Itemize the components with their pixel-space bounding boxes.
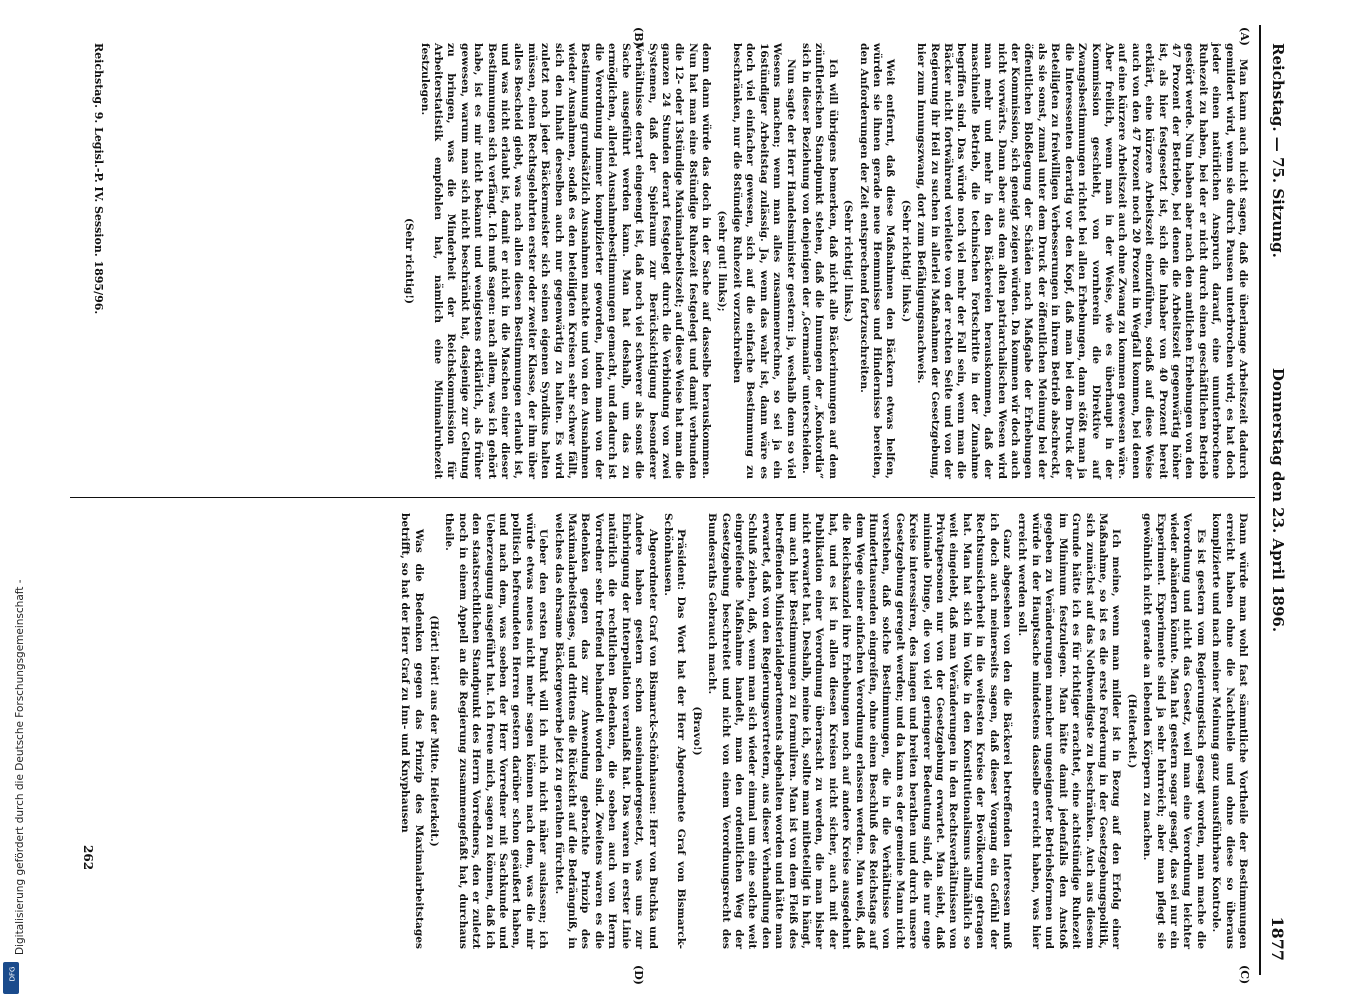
reaction: (Bravo!) — [690, 706, 703, 756]
attribution-strip — [0, 0, 24, 1000]
reaction: (sehr gut! links); — [715, 210, 728, 312]
paragraph: Ich meine, wenn man milder ist in Bezug auf den Erfolg einer Maßnahme, so ist es die erste Forderung in der Gesetzgebungspolitik, sich zunächst auf das Nothwendigste zu beschränken. Auch aus diesem Grunde hätte ich es für richtiger erachtet, eine achtstündige Ruhezeit im Minimum festzulegen. Man hätte damit jedenfalls den Anstoß gegeben zu Veränderungen mancher ungeeigneter Betriebsformen und würde in der Hauptsache mindestens dasselbe erreicht haben, was hier erreicht werden soll. — [1016, 513, 1123, 949]
header-session: Reichstag. — 75. Sitzung. — [1269, 43, 1287, 258]
page-header — [1259, 25, 1295, 975]
left-column — [400, 43, 1249, 479]
margin-letter-b: (B) — [632, 27, 645, 47]
paragraph: Nun sagte der Herr Handelsminister gestern: ja, weshalb denn so viel Wesens machen; wenn man alles zusammenrechne, so sei ja ein 16stündiger Arbeitstag zulässig. Ja, wenn das wahr ist, dann wäre es doch viel einfacher gewesen, sich auf die einfache Bestimmung zu beschränken, nur die 8stündige Ruhezeit vorzuschreiben — [730, 43, 797, 479]
paragraph: denn dann würde das doch in der Sache auf dasselbe herauskommen. Nun hat man eine 8stündige Ruhezeit festgelegt und damit verbunden die 12- oder 13stündige Maximalarbeitszeit; auf diese Weise hat man die ganzen 24 Stunden derart festgelegt durch die Verbindung von zwei Systemen, daß der Spielraum zur Berücksichtigung besonderer Verhältnisse derart eingeengt ist, daß noch viel schwerer als sonst die Sache ausgeführt werden kann. Man hat deshalb, um das zu ermöglichen, allerlei Ausnahmebestimmungen gemacht, und dadurch ist die Verordnung immer komplizierter geworden, indem man von der Bestimmung grundsätzlich Ausnahmen machte und von den Ausnahmen wieder Ausnahmen, sodaß es den beteiligten Kreisen sehr schwer fällt, sich den Inhalt derselben auch nur gegenwärtig zu halten. Es wird zuletzt noch jeder Bäckermeister sich seinen eigenen Syndikus halten müssen, einen Rechtsgelehrten erster oder zweiter Klasse, der ihm über alles Bescheid giebt, was nach allen diesen Bestimmungen erlaubt ist, und was nicht erlaubt ist, damit er nicht in die Maschen einer dieser Bestimmungen sich verfängt. Ich muß sagen: nach allem, was ich gehört habe, ist es mir nicht bekannt und wenigstens erklärlich, als früher gewesen, warum man sich nicht beschränkt hat, dasjenige zur Geltung zu bringen, was die Minderheit der Reichskommission für Arbeiterstatistik empfohlen hat, nämlich eine Minimalruhezeit festzulegen. — [418, 43, 713, 479]
funding-credit: Digitalisierung gefördert durch die Deutsche Forschungsgemeinschaft - — [14, 579, 26, 955]
document-page — [50, 25, 1295, 985]
header-page-number: 1877 — [1268, 916, 1287, 961]
paragraph: Ganz abgesehen von den die Bäckerei betreffenden Interessen muß ich doch auch meinerseits sagen, daß dieser Vorgang ein Gefühl der Rechtsunsicherheit in die weitesten Kreise der Bevölkerung getragen hat. Man hat sich im Volke in den Konstitutionalismus allmählich so weit eingelebt, daß man Veränderungen in den Rechtsverhältnissen von Privatpersonen nur von der Gesetzgebung erwartet. Man sieht, daß minimale Dinge, die von viel geringerer Bedeutung sind, die nur enge Kreise interessiren, des langen und breiten berathen und durch unsere Gesetzgebung geregelt werden; und da kann es der gemeine Mann nicht verstehen, daß solche Bestimmungen, die in die Verhältnisse von Hunderttausenden eingreifen, ohne einen Beschluß des Reichstags auf dem Wege einer einfachen Verordnung erlassen werden. Man weiß, daß die Reichskanzlei ihre Erhebungen noch auf andere Kreise ausgedehnt hat, und es ist in allen diesen Kreisen nicht sicher, auch mit der Publikation einer Verordnung überrascht zu werden, die man bisher nicht erwartet hat. Deshalb, meine ich, sollte man mitbeteiligt in hängt, um auch hier Bestimmungen zu formuliren. Man ist von dem Fleiß des betreffenden Ministerialdepartements abgehalten worden und hätte man erwartet, daß von den Regierungsvertretern, aus dieser Verhandlung den Schluß ziehen, daß, wenn man sich wieder einmal um eine solche weit eingreifende Maßnahme handelt, man den ordentlichen Weg der Gesetzgebung beschreitet und nicht von einem Verordnungsrecht des Bundesraths Gebrauch macht. — [706, 513, 1014, 949]
paragraph: Man kann auch nicht sagen, daß die überlange Arbeitszeit dadurch gemildert wird, wenn sie durch Pausen unterbrochen wird; es hat doch jeder einen natürlichen Anspruch darauf, eine ununterbrochene Ruhezeit zu haben, bei der er nicht durch einen geschäftlichen Betrieb gestört werde. Nun haben aber nach den amtlichen Erhebungen von den 47 Prozent der Betriebe, bei denen die Arbeitszeit gegenwärtig höher ist, als hier festgesetzt ist, sich die Inhaber von 40 Prozent bereit erklärt, eine kürzere Arbeitszeit einzuführen, sodaß auf diese Weise auch von den 47 Prozent noch 20 Prozent in Wegfall kommen, bei denen auf eine kürzere Arbeitszeit auch ohne Zwang zu kommen gewesen wäre. Aber freilich, wenn man in der Weise, wie es überhaupt in der Kommission geschieht, von vornherein die Direktive auf Zwangsbestimmungen richtet bei allen Erhebungen, dann stößt man ja die Interessenten derartig vor den Kopf, daß man bei dem Druck der Beteiligten zu freiwilligen Verbesserungen in ihrem Betrieb abschreckt, als sie sonst, zumal unter dem Druck der öffentlichen Meinung bei der öffentlichen Bloßlegung der Schäden nach Maßgabe der Erhebungen der Kommission, sich geneigt zeigen würden. Da kommen wir doch auch nicht vorwärts. Dann aber aus dem alten patriarchalischen Wesen wird man mehr und mehr in den Bäckereien herauskommen, daß der maschinelle Betrieb, die technischen Fortschritte in der Zunahme begriffen sind. Das würde noch viel mehr der Fall sein, wenn man die Bäcker nicht fortwährend verleitete von der rechten Seite und von der Regierung ihr Heil zu suchen in allerlei Maßnahmen der Gesetzgebung, hier zum Innungszwang, dort zum Befähigungsnachweis. — [915, 43, 1249, 479]
reaction: (Hört! hört! aus der Mitte. Heiterkeit.) — [428, 615, 441, 847]
paragraph: Dann würde man wohl fast sämmtliche Vortheile der Bestimmungen erreicht haben ohne die Nachtheile und ohne diese so überaus komplizierte und nach meiner Meinung ganz unausführbare Kontrole. — [1210, 513, 1249, 949]
reaction: (Heiterkeit.) — [1125, 693, 1138, 769]
paragraph: Ueber den ersten Punkt will ich mich nicht näher auslassen; ich würde etwas neues nicht mehr sagen können nach dem, was die mir politisch befreundeten Herren gestern darüber schon geäußert haben, und nach dem, was soeben der Herr Vorredner mit Sachkunde und Ueberzeugung ausgeführt hat. Ich freue mich, sagen zu können, daß ich den staatsrechtlichen Standpunkt des Herrn Vorredners, den er zuletzt noch in einem Appell an die Regierung zusammengefaßt hat, durchaus theile. — [443, 513, 550, 949]
dfg-logo-icon: DFG — [3, 962, 19, 994]
column-divider — [70, 497, 1255, 498]
margin-letter-a: (A) — [1238, 27, 1251, 46]
speaker-paragraph: Präsident: Das Wort hat der Herr Abgeordnete Graf von Bismarck-Schönhausen. — [661, 513, 688, 949]
paragraph: Weit entfernt, daß diese Maßnahmen den Bäckern etwas helfen, würden sie ihnen gerade neue Hemmnisse und Hindernisse bereiten, den Anforderungen der Zeit entsprechend fortzuschreiten. — [857, 43, 897, 479]
footer-page-number: 262 — [81, 845, 95, 871]
paragraph: Ich will übrigens bemerken, daß nicht alle Bäckerinnungen auf dem zünftlerischen Standpunkt stehen, daß die Innungen der „Konkordia“ sich in dieser Beziehung von denjenigen der „Germania“ unterscheiden. — [800, 43, 839, 479]
reaction: (Sehr richtig!) — [403, 217, 416, 305]
margin-letter-d: (D) — [632, 965, 645, 985]
footer-citation: Reichstag. 9. Legisl.-P. IV. Session. 1895/96. — [92, 43, 105, 315]
reaction: (Sehr richtig! links.) — [899, 199, 912, 323]
paragraph: Was die Bedenken gegen das Prinzip des Maximalarbeitstages betrifft, so hat der Herr Graf zu Inn- und Knyphausen — [399, 513, 425, 949]
speaker-paragraph: Abgeordneter Graf von Bismarck-Schönhausen: Herr von Buchka und Andere haben gestern schon auseinandergesetzt, was uns zur Einbringung der Interpellation veranlaßt hat. Das waren in erster Linie natürlich die rechtlichen Bedenken, die soeben auch von Herrn Vorredner sehr treffend behandelt worden sind. Zweitens waren es die Bedenken gegen das zur Anwendung gebrachte Prinzip des Maximalarbeitstages, und drittens die Rücksicht auf die Bedrängniß, in welches das ehrsame Bäckergewerbe jetzt zu gerathen fürchtet. — [552, 513, 659, 949]
margin-letter-c: (C) — [1238, 965, 1251, 985]
paragraph: Es ist gestern vom Regierungstisch gesagt worden, man mache die Verordnung und nicht das Gesetz, weil man eine Verordnung leichter wieder abändern könnte. Man hat gestern sogar gesagt, das sei nur ein Experiment. Experimente sind ja sehr lehrreich; aber man pflegt sie gewöhnlich nicht gerade an lebenden Körpern zu machen. — [1141, 513, 1207, 949]
header-date: Donnerstag den 23. April 1896. — [1269, 367, 1287, 633]
right-column — [396, 513, 1249, 949]
reaction: (Sehr richtig! links.) — [842, 199, 855, 323]
